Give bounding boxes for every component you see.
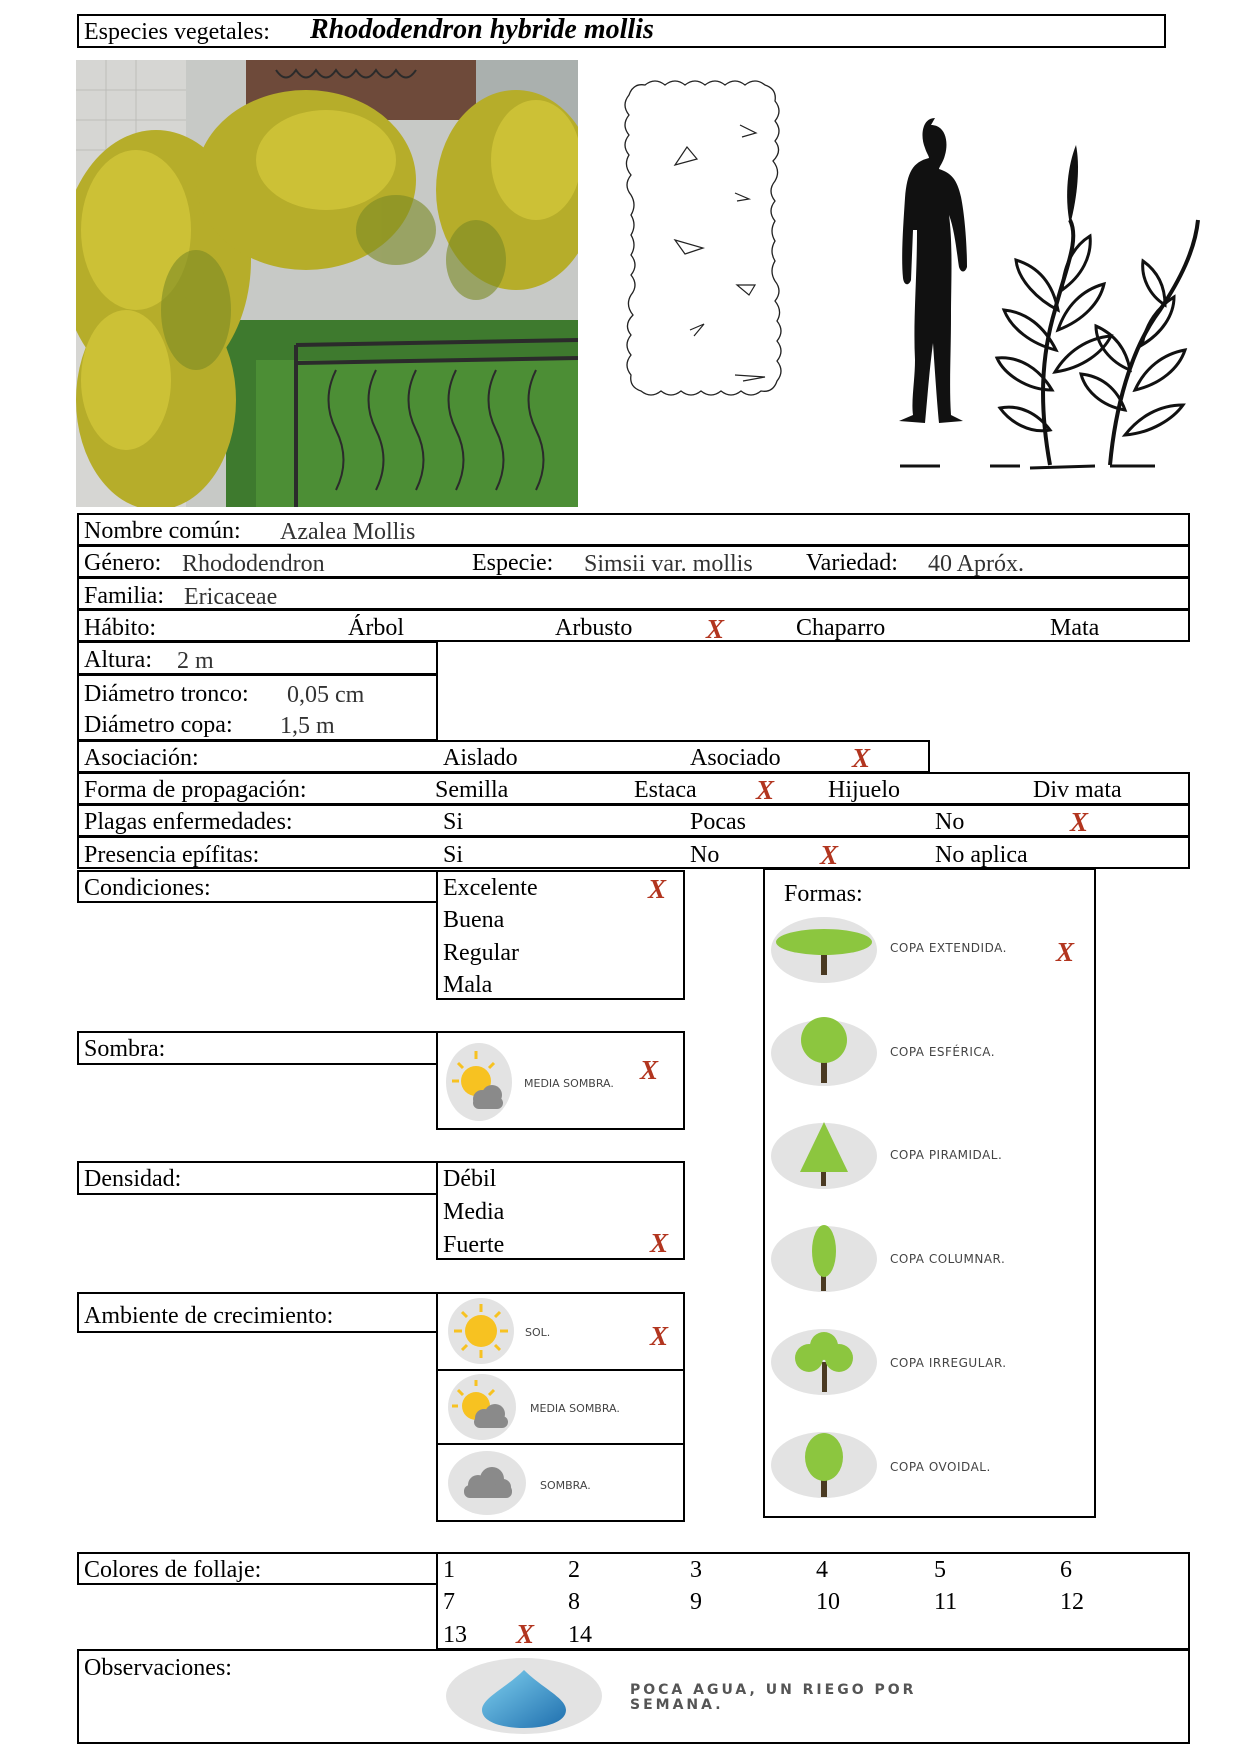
copa-columnar-tree <box>771 1221 877 1297</box>
water-drop-glyph <box>446 1658 602 1734</box>
diametro-tronco-label: Diámetro tronco: <box>84 681 249 707</box>
copa-columnar-label: COPA COLUMNAR. <box>890 1252 1006 1266</box>
color-13: 13 <box>443 1622 467 1648</box>
formas-selected-mark: X <box>1056 937 1075 967</box>
variedad-label: Variedad: <box>806 550 898 576</box>
color-9: 9 <box>690 1589 702 1615</box>
densidad-label: Densidad: <box>84 1166 182 1192</box>
copa-esferica-label: COPA ESFÉRICA. <box>890 1045 996 1059</box>
altura-label: Altura: <box>84 647 152 673</box>
epifitas-label: Presencia epífitas: <box>84 842 260 868</box>
condiciones-option-excelente: Excelente <box>443 875 538 901</box>
familia-value: Ericaceae <box>184 584 278 610</box>
densidad-option-debil: Débil <box>443 1166 497 1192</box>
variedad-value: 40 Apróx. <box>928 551 1024 577</box>
copa-irregular-label: COPA IRREGULAR. <box>890 1356 1007 1370</box>
propagacion-option-semilla: Semilla <box>435 777 509 803</box>
plan-view-drawing <box>615 75 825 435</box>
propagacion-option-estaca: Estaca <box>634 777 697 803</box>
asociacion-option-asociado: Asociado <box>690 745 781 771</box>
condiciones-selected-mark: X <box>648 874 667 904</box>
propagacion-option-div-mata: Div mata <box>1033 777 1122 803</box>
habito-option-chaparro: Chaparro <box>796 615 886 641</box>
color-6: 6 <box>1060 1557 1072 1583</box>
ambiente-divider-1 <box>436 1369 685 1371</box>
color-5: 5 <box>934 1557 946 1583</box>
diametro-copa-value: 1,5 m <box>280 713 335 739</box>
color-14: 14 <box>568 1622 592 1648</box>
diametro-copa-label: Diámetro copa: <box>84 712 233 738</box>
scale-silhouette <box>880 110 1210 480</box>
plagas-label: Plagas enfermedades: <box>84 809 293 835</box>
ambiente-option-sombra: SOMBRA. <box>540 1479 591 1492</box>
color-8: 8 <box>568 1589 580 1615</box>
asociacion-label: Asociación: <box>84 745 199 771</box>
habito-option-arbusto: Arbusto <box>555 615 633 641</box>
epifitas-option-no: No <box>690 842 720 868</box>
habito-option-arbol: Árbol <box>348 615 404 641</box>
genero-value: Rhododendron <box>182 551 325 577</box>
diametro-tronco-value: 0,05 cm <box>287 682 365 708</box>
ambiente-divider-2 <box>436 1443 685 1445</box>
habito-row <box>77 609 1190 642</box>
color-2: 2 <box>568 1557 580 1583</box>
especie-label: Especie: <box>472 550 554 576</box>
epifitas-option-no-aplica: No aplica <box>935 842 1028 868</box>
copa-extendida-label: COPA EXTENDIDA. <box>890 941 1007 955</box>
densidad-selected-mark: X <box>650 1228 669 1258</box>
observaciones-text-line2: SEMANA. <box>630 1697 724 1713</box>
especie-value: Simsii var. mollis <box>584 551 753 577</box>
habito-option-mata: Mata <box>1050 615 1100 641</box>
plagas-option-no: No <box>935 809 965 835</box>
plagas-option-pocas: Pocas <box>690 809 746 835</box>
altura-value: 2 m <box>177 648 214 674</box>
epifitas-selected-mark: X <box>820 840 839 870</box>
propagacion-label: Forma de propagación: <box>84 777 307 803</box>
copa-ovoidal-tree <box>771 1427 877 1503</box>
copa-piramidal-label: COPA PIRAMIDAL. <box>890 1148 1003 1162</box>
copa-ovoidal-label: COPA OVOIDAL. <box>890 1460 991 1474</box>
habito-label: Hábito: <box>84 615 156 641</box>
epifitas-option-si: Si <box>443 842 464 868</box>
colores-selected-mark: X <box>516 1619 535 1649</box>
genero-label: Género: <box>84 550 162 576</box>
color-7: 7 <box>443 1589 455 1615</box>
colores-label: Colores de follaje: <box>84 1557 262 1583</box>
species-name: Rhododendron hybride mollis <box>310 14 654 45</box>
condiciones-option-regular: Regular <box>443 940 519 966</box>
copa-irregular-tree <box>771 1324 877 1400</box>
ambiente-selected-mark: X <box>650 1321 669 1351</box>
ambiente-sun-cloud-glyph <box>448 1374 516 1440</box>
sombra-sun-cloud-glyph <box>446 1043 512 1121</box>
observaciones-text-line1: POCA AGUA, UN RIEGO POR <box>630 1682 917 1698</box>
color-11: 11 <box>934 1589 958 1615</box>
color-1: 1 <box>443 1557 455 1583</box>
color-3: 3 <box>690 1557 702 1583</box>
ambiente-sun-glyph <box>448 1298 514 1364</box>
sombra-icon-label: MEDIA SOMBRA. <box>524 1077 614 1090</box>
condiciones-label: Condiciones: <box>84 875 211 901</box>
ambiente-option-sol: SOL. <box>525 1326 551 1339</box>
nombre-comun-row <box>77 513 1190 546</box>
sombra-label: Sombra: <box>84 1036 166 1062</box>
species-header-label: Especies vegetales: <box>84 19 270 45</box>
sombra-selected-mark: X <box>640 1055 659 1085</box>
ambiente-cloud-glyph <box>448 1451 526 1515</box>
color-4: 4 <box>816 1557 828 1583</box>
habito-selected-mark: X <box>706 614 725 644</box>
nombre-comun-value: Azalea Mollis <box>280 519 416 545</box>
condiciones-option-mala: Mala <box>443 972 493 998</box>
observaciones-label: Observaciones: <box>84 1655 232 1681</box>
propagacion-selected-mark: X <box>756 775 775 805</box>
plagas-selected-mark: X <box>1070 807 1089 837</box>
nombre-comun-label: Nombre común: <box>84 518 241 544</box>
color-12: 12 <box>1060 1589 1084 1615</box>
ambiente-label: Ambiente de crecimiento: <box>84 1303 334 1329</box>
plant-photo <box>76 60 578 507</box>
copa-esferica-tree <box>771 1015 877 1091</box>
densidad-option-fuerte: Fuerte <box>443 1232 505 1258</box>
color-10: 10 <box>816 1589 840 1615</box>
asociacion-option-aislado: Aislado <box>443 745 518 771</box>
asociacion-selected-mark: X <box>852 743 871 773</box>
densidad-option-media: Media <box>443 1199 505 1225</box>
copa-extendida-tree <box>771 917 877 983</box>
condiciones-option-buena: Buena <box>443 907 505 933</box>
copa-piramidal-tree <box>771 1118 877 1194</box>
familia-label: Familia: <box>84 583 164 609</box>
formas-label: Formas: <box>784 881 863 907</box>
ambiente-option-media-sombra: MEDIA SOMBRA. <box>530 1402 620 1415</box>
propagacion-option-hijuelo: Hijuelo <box>828 777 900 803</box>
plagas-option-si: Si <box>443 809 464 835</box>
